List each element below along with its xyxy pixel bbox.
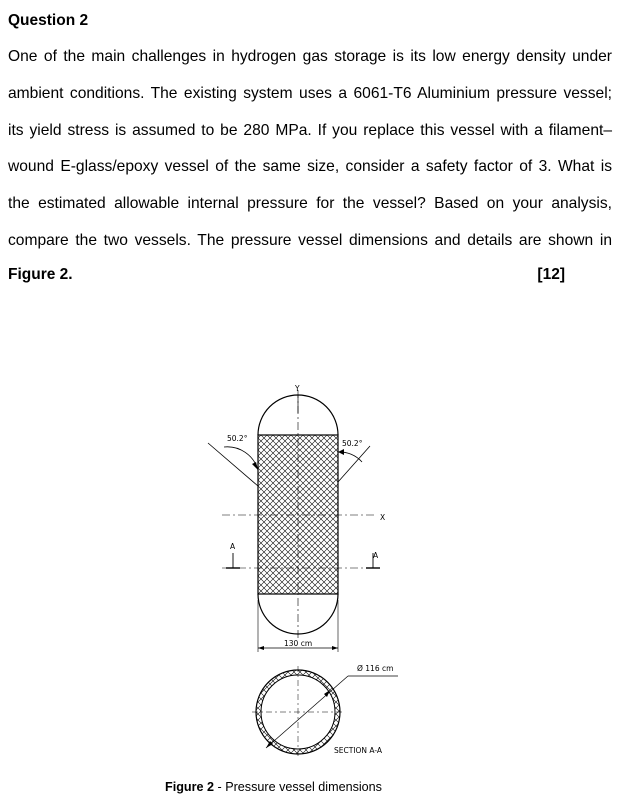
diameter-dimension: Ø 116 cm	[357, 664, 394, 673]
question-line: compare the two vessels. The pressure vessel dimensions and details are shown in	[8, 231, 612, 249]
axis-x-label: X	[380, 513, 386, 522]
section-view	[252, 666, 398, 758]
vessel-side-view	[208, 390, 380, 652]
figure-reference: Figure 2.	[8, 266, 73, 283]
figure-caption	[165, 780, 382, 794]
pressure-vessel-diagram	[180, 370, 420, 770]
caption-text: - Pressure vessel dimensions	[214, 780, 382, 794]
question-body	[8, 39, 612, 260]
question-line: the estimated allowable internal pressure for the vessel? Based on your analysis,	[8, 195, 612, 213]
angle-right-label: 50.2°	[342, 439, 363, 448]
question-line: One of the main challenges in hydrogen gas storage is its low energy density under	[8, 48, 612, 65]
section-marker-left: A	[230, 542, 236, 551]
marks-label: [12]	[537, 266, 565, 283]
question-line: its yield stress is assumed to be 280 MPa. If you replace this vessel with a filament–	[8, 121, 612, 139]
question-line: ambient conditions. The existing system uses a 6061-T6 Aluminium pressure vessel;	[8, 84, 612, 102]
section-label: SECTION A-A	[334, 746, 383, 755]
angle-left-label: 50.2°	[227, 434, 248, 443]
caption-figure-number: Figure 2	[165, 780, 214, 794]
question-line: wound E-glass/epoxy vessel of the same size, consider a safety factor of 3. What is	[8, 158, 612, 176]
axis-y-label: Y	[295, 384, 300, 393]
length-dimension: 130 cm	[284, 639, 313, 648]
section-marker-right: A	[373, 551, 379, 560]
question-title: Question 2	[8, 12, 89, 29]
